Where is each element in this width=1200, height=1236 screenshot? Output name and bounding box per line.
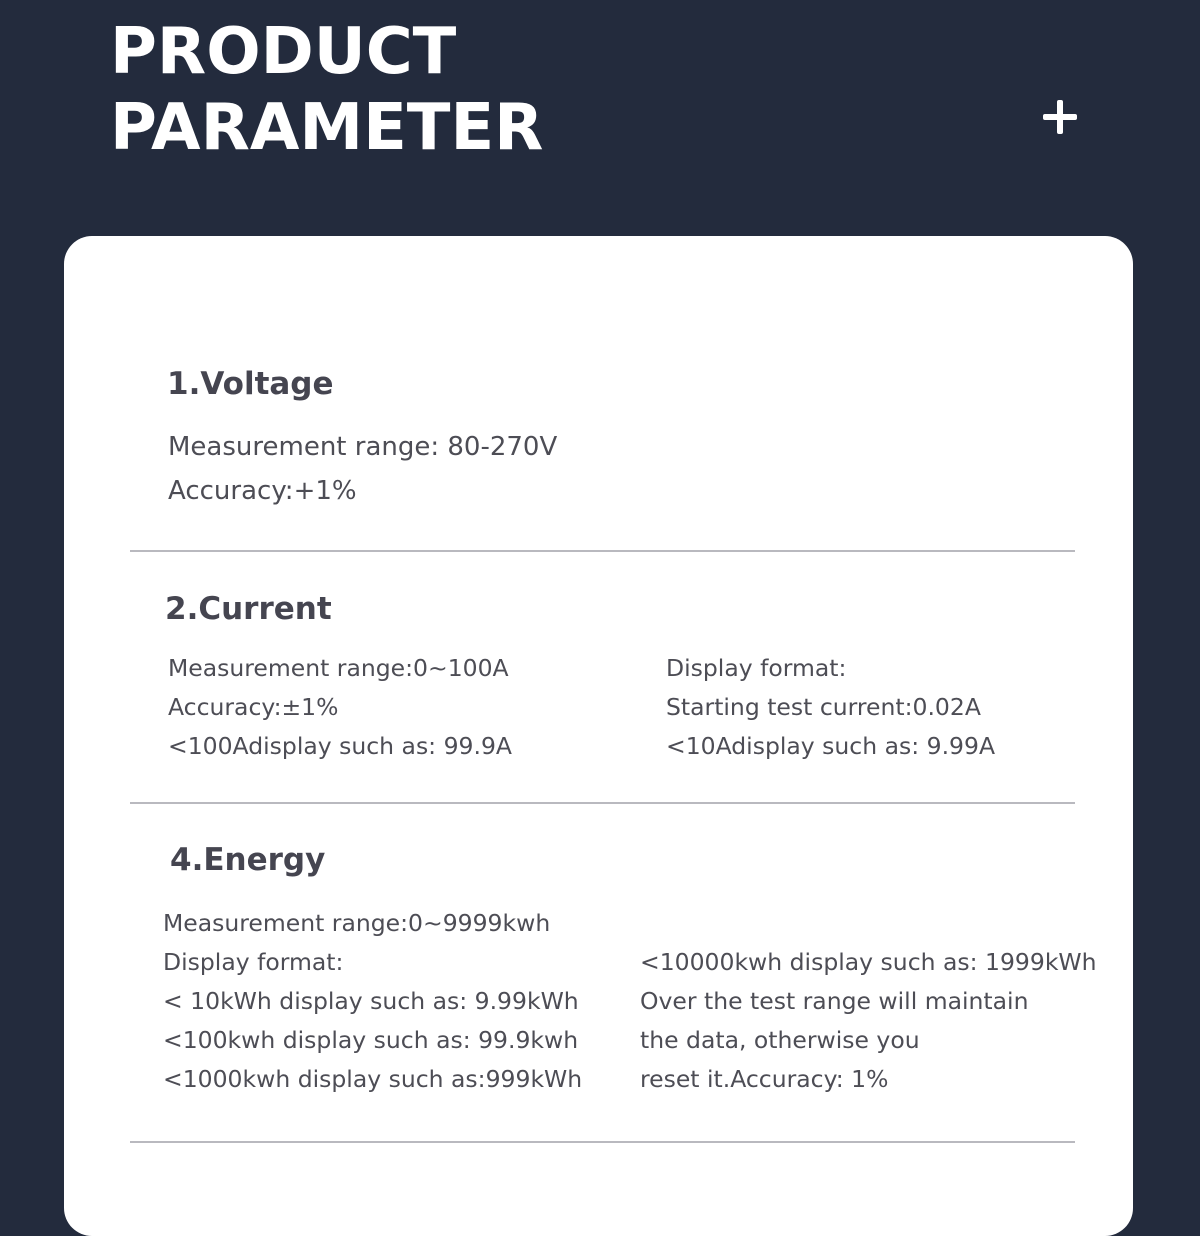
energy-range: Measurement range:0~9999kwh: [163, 909, 551, 937]
current-range: Measurement range:0~100A: [168, 654, 509, 682]
divider: [130, 1141, 1075, 1143]
voltage-range: Measurement range: 80-270V: [168, 432, 558, 462]
energy-note-line-2: the data, otherwise you: [640, 1026, 920, 1054]
energy-display-format: Display format:: [163, 948, 344, 976]
page-title-line-2: PARAMETER: [110, 91, 544, 165]
energy-display-10kwh: < 10kWh display such as: 9.99kWh: [163, 987, 579, 1015]
voltage-heading: 1.Voltage: [167, 366, 334, 402]
energy-note-line-3: reset it.Accuracy: 1%: [640, 1065, 889, 1093]
divider: [130, 550, 1075, 552]
current-starting-test: Starting test current:0.02A: [666, 693, 981, 721]
current-accuracy: Accuracy:±1%: [168, 693, 339, 721]
current-display-100a: <100Adisplay such as: 99.9A: [168, 732, 512, 760]
current-display-format: Display format:: [666, 654, 847, 682]
energy-heading: 4.Energy: [170, 842, 326, 878]
parameter-card: [64, 236, 1133, 1236]
energy-display-10000kwh: <10000kwh display such as: 1999kWh: [640, 948, 1097, 976]
divider: [130, 802, 1075, 804]
voltage-accuracy: Accuracy:+1%: [168, 476, 357, 506]
plus-icon[interactable]: [1040, 98, 1080, 138]
page-title: [110, 14, 543, 166]
page-title-line-1: PRODUCT: [110, 15, 457, 89]
energy-display-1000kwh: <1000kwh display such as:999kWh: [163, 1065, 583, 1093]
current-heading: 2.Current: [165, 591, 332, 627]
current-display-10a: <10Adisplay such as: 9.99A: [666, 732, 996, 760]
energy-display-100kwh: <100kwh display such as: 99.9kwh: [163, 1026, 579, 1054]
energy-note-line-1: Over the test range will maintain: [640, 987, 1029, 1015]
